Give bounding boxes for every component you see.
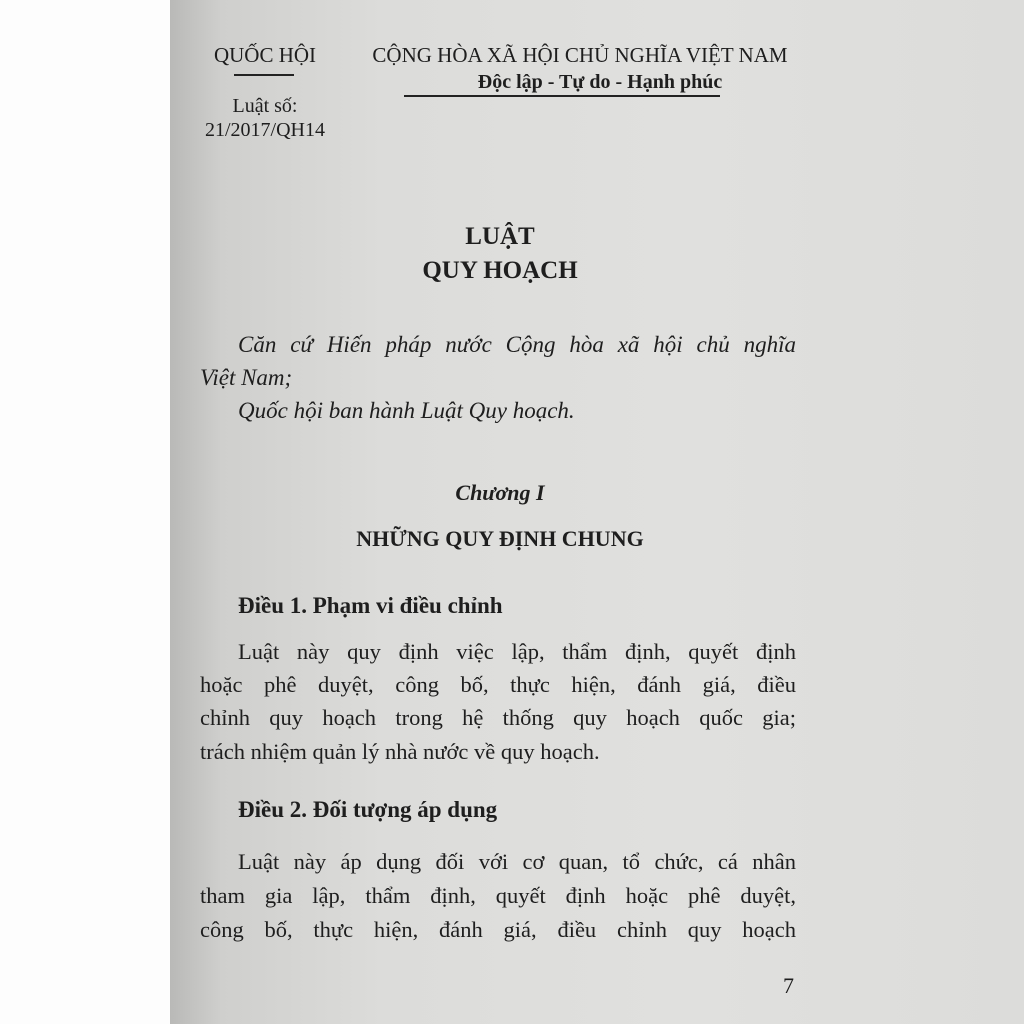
preamble-line: Căn cứ Hiến pháp nước Cộng hòa xã hội chủ nghĩa (238, 332, 796, 357)
article-1-line: trách nhiệm quản lý nhà nước về quy hoạch. (200, 739, 600, 764)
chapter-label: Chương I (455, 480, 545, 505)
article-2-line: công bố, thực hiện, đánh giá, điều chỉnh quy hoạch (200, 917, 796, 942)
article-1-line: hoặc phê duyệt, công bố, thực hiện, đánh giá, điều (200, 672, 796, 697)
header-org: QUỐC HỘI (213, 43, 317, 67)
republic-title: CỘNG HÒA XÃ HỘI CHỦ NGHĨA VIỆT NAM (372, 43, 788, 67)
article-1-line: Luật này quy định việc lập, thẩm định, quyết định (238, 639, 796, 664)
page-number: 7 (783, 973, 794, 998)
motto-rule (404, 95, 720, 97)
article-1-line: chỉnh quy hoạch trong hệ thống quy hoạch quốc gia; (200, 705, 796, 730)
article-2-heading: Điều 2. Đối tượng áp dụng (238, 797, 498, 822)
law-number-label: Luật số: (232, 95, 298, 117)
header-org-rule (234, 74, 294, 76)
article-2-line: tham gia lập, thẩm định, quyết định hoặc phê duyệt, (200, 883, 796, 908)
law-title: LUẬT (465, 223, 535, 250)
chapter-title: NHỮNG QUY ĐỊNH CHUNG (356, 526, 644, 551)
preamble-line: Việt Nam; (200, 365, 293, 390)
article-2-line: Luật này áp dụng đối với cơ quan, tổ chức, cá nhân (238, 849, 796, 874)
article-1-heading: Điều 1. Phạm vi điều chỉnh (238, 593, 503, 618)
law-number: 21/2017/QH14 (205, 119, 325, 141)
national-motto: Độc lập - Tự do - Hạnh phúc (477, 71, 723, 93)
law-name: QUY HOẠCH (422, 257, 578, 284)
preamble-line: Quốc hội ban hành Luật Quy hoạch. (238, 398, 575, 423)
